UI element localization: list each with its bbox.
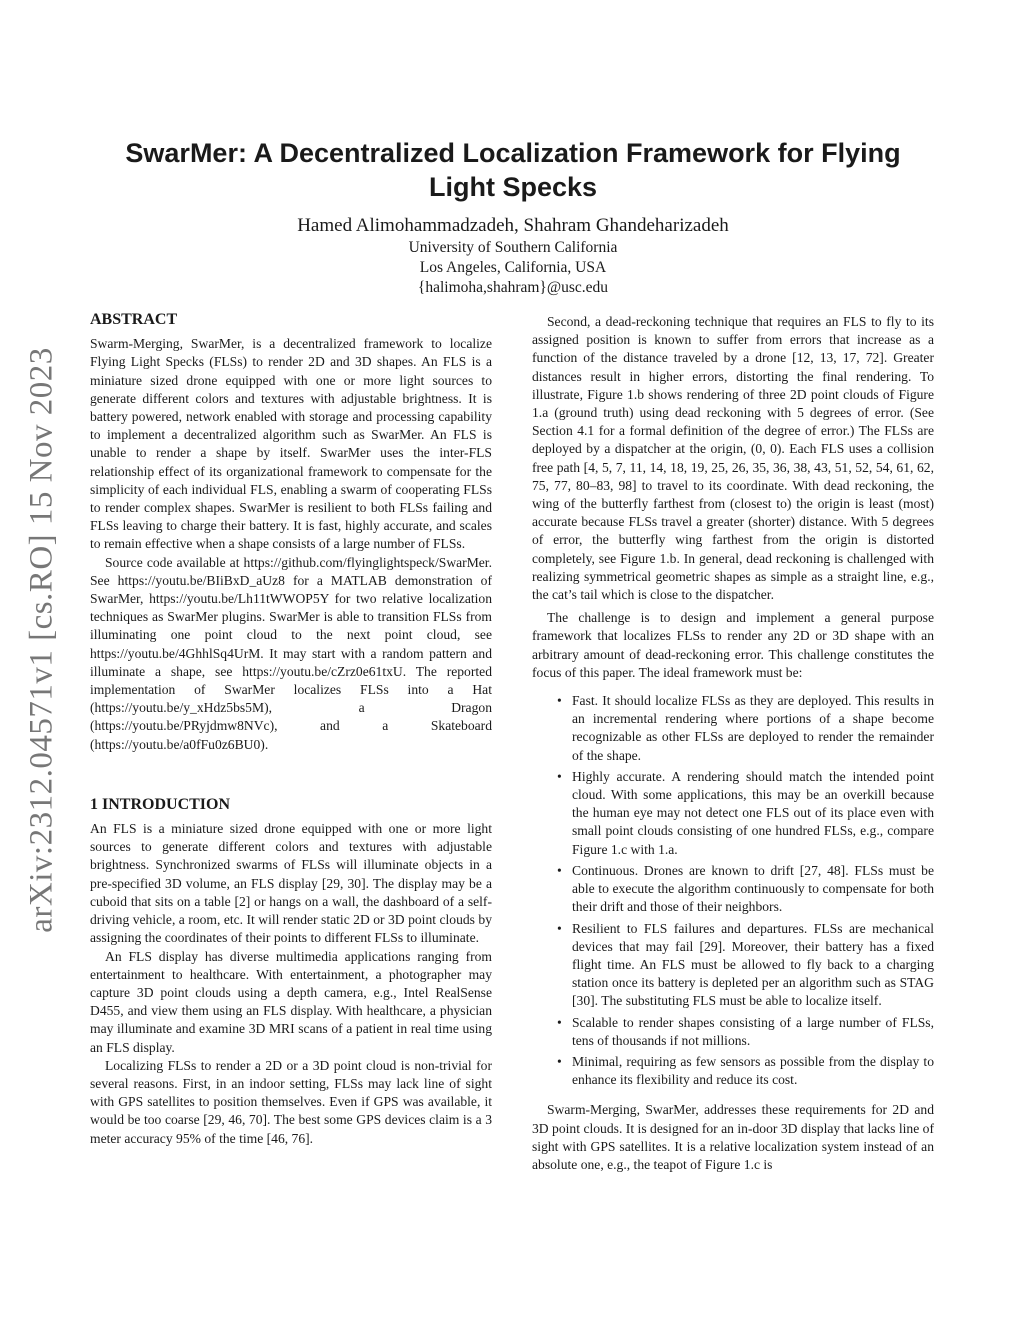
challenge-paragraph: The challenge is to design and implement a general purpose framework that localizes FLSs to render any 2D or 3D shape with an arbitrary amount of dead-reckoning error. This challenge constitutes the focus of this paper. The ideal framework must be: (532, 610, 934, 680)
list-item: • Scalable to render shapes consisting of a large number of FLSs, tens of thousands if not millions. (572, 1014, 934, 1050)
abstract-paragraph: Swarm-Merging, SwarMer, is a decentralized framework to localize Flying Light Specks (FLSs) to render 2D and 3D shapes. An FLS is a miniature sized drone equipped with one or more light sources to generate different colors and textures with adjustable brightness. It is battery powered, network enabled with storage and processing capability to implement a decentralized algorithm such as SwarMer. An FLS is unable to render a shape by itself. SwarMer uses the inter-FLS relationship effect of its organizational framework to compensate for the simplicity of each individual FLS, enabling a swarm of cooperating FLSs to render complex shapes. SwarMer is resilient to both FLSs failing and FLSs leaving to charge their battery. It is fast, highly accurate, and scales to remain effective when a shape consists of a large number of FLSs. (90, 336, 492, 552)
affiliation-location: Los Angeles, California, USA (419, 259, 607, 276)
list-item: • Resilient to FLS failures and departures. FLSs are mechanical devices that may fail [29]. Moreover, their battery has a fixed flight time. An FLS must be allowed to fly back to a charging station once its battery is depleted per an algorithm such as STAG [30]. The substituting FLS must be able to localize itself. (572, 920, 934, 1011)
list-item: • Highly accurate. A rendering should match the intended point cloud. With some applications, this may be an overkill because the human eye may not detect one FLS out of its place even with small point clouds consisting of one hundred FLSs, e.g., compare Figure 1.c with 1.a. (572, 768, 934, 859)
list-item: • Minimal, requiring as few sensors as possible from the display to enhance its flexibility and reduce its cost. (572, 1053, 934, 1089)
affiliation-email: {halimoha,shahram}@usc.edu (417, 279, 609, 296)
paper-title: SwarMer: A Decentralized Localization Framework for Flying Light Specks (125, 138, 901, 202)
intro-paragraph: An FLS display has diverse multimedia applications ranging from entertainment to healthcare. With entertainment, a photographer may capture 3D point clouds using a depth camera, e.g., Intel RealSense D455, and view them using an FLS display. With healthcare, a physician may illuminate and examine 3D MRI scans of a patient in real time using an FLS display. (90, 948, 492, 1055)
introduction-heading: 1 INTRODUCTION (90, 795, 231, 813)
arxiv-identifier: arXiv:2312.04571v1 [cs.RO] 15 Nov 2023 (23, 347, 60, 933)
abstract-links-paragraph: Source code available at https://github.com/flyinglightspeck/SwarMer. See https://youtu.be/BIiBxD_aUz8 for a MATLAB demonstration of SwarMer, https://youtu.be/Lh11tWWOP5Y for two relative localization techniques as SwarMer plugins. SwarMer is able to transition FLSs from illuminating one point cloud to the next point cloud, see https://youtu.be/4GhhlSq4UrM. It may start with a random pattern and illuminate a shape, see https://youtu.be/cZrz0e61txU. The reported implementation of SwarMer localizes FLSs into a Hat (https://youtu.be/y_xHdz5bs5M), a Dragon (https://youtu.be/PRyjdmw8NVc), and a Skateboard (https://youtu.be/a0fFu0z6BU0). (90, 554, 492, 752)
author-list: Hamed Alimohammadzadeh, Shahram Ghandeharizadeh (297, 215, 729, 236)
right-column (532, 313, 934, 1174)
left-column (90, 311, 492, 1148)
affiliation-university: University of Southern California (408, 239, 618, 256)
list-item: • Fast. It should localize FLSs as they are deployed. This results in an incremental rendering where portions of a shape become recognizable as other FLSs are deployed to render the remainder of the shape. (572, 692, 934, 765)
intro-paragraph: An FLS is a miniature sized drone equipped with one or more light sources to generate different colors and textures with adjustable brightness. Synchronized swarms of FLSs will illuminate objects in a pre-specified 3D volume, an FLS display [29, 30]. The display may be a cuboid that sits on a table [2] or hangs on a wall, the dashboard of a self-driving vehicle, a room, etc. It will render static 2D or 3D point clouds by assigning the coordinates of their points to different FLSs to illuminate. (90, 821, 492, 946)
dead-reckoning-paragraph: Second, a dead-reckoning technique that requires an FLS to fly to its assigned position is known to suffer from errors that increase as a function of the distance traveled by a drone [12, 13, 17, 72]. Greater distances result in higher errors, distorting the final rendering. To illustrate, Figure 1.b shows rendering of three 2D point clouds of Figure 1.a (ground truth) using dead reckoning with 5 degrees of error. (See Section 4.1 for a formal definition of the degree of error.) The FLSs are deployed by a dispatcher at the origin, (0, 0). Each FLS uses a collision free path [4, 5, 7, 11, 14, 18, 19, 25, 26, 35, 36, 38, 43, 51, 52, 54, 61, 62, 75, 77, 80–83, 98] to travel to its coordinate. With dead reckoning, the wing of the butterfly farthest from (closest to) the origin is least (most) accurate because FLSs travel a greater (shorter) distance. With 5 degrees of error, the butterfly wing farthest from the origin is distorted completely, see Figure 1.b. In general, dead reckoning is challenged with realizing symmetrical geometric shapes as simple as a straight line, e.g., the cat’s tail which is close to the dispatcher. (532, 314, 934, 603)
swarmer-paragraph: Swarm-Merging, SwarMer, addresses these requirements for 2D and 3D point clouds. It is designed for an in-door 3D display that lacks line of sight with GPS satellites. It is a relative localization system instead of an absolute one, e.g., the teapot of Figure 1.c is (532, 1102, 934, 1172)
arxiv-sidebar (12, 340, 72, 940)
requirements-list (532, 692, 934, 1089)
intro-paragraph: Localizing FLSs to render a 2D or a 3D point cloud is non-trivial for several reasons. First, in an indoor setting, FLSs may lack line of sight with GPS satellites to position themselves. Even if GPS was available, it would be too coarse [29, 46, 70]. The best some GPS devices claim is a 3 meter accuracy 95% of the time [46, 76]. (90, 1057, 492, 1146)
list-item: • Continuous. Drones are known to drift [27, 48]. FLSs must be able to execute the algorithm continuously to compensate for both their drift and those of their neighbors. (572, 862, 934, 917)
abstract-heading: ABSTRACT (90, 311, 178, 328)
